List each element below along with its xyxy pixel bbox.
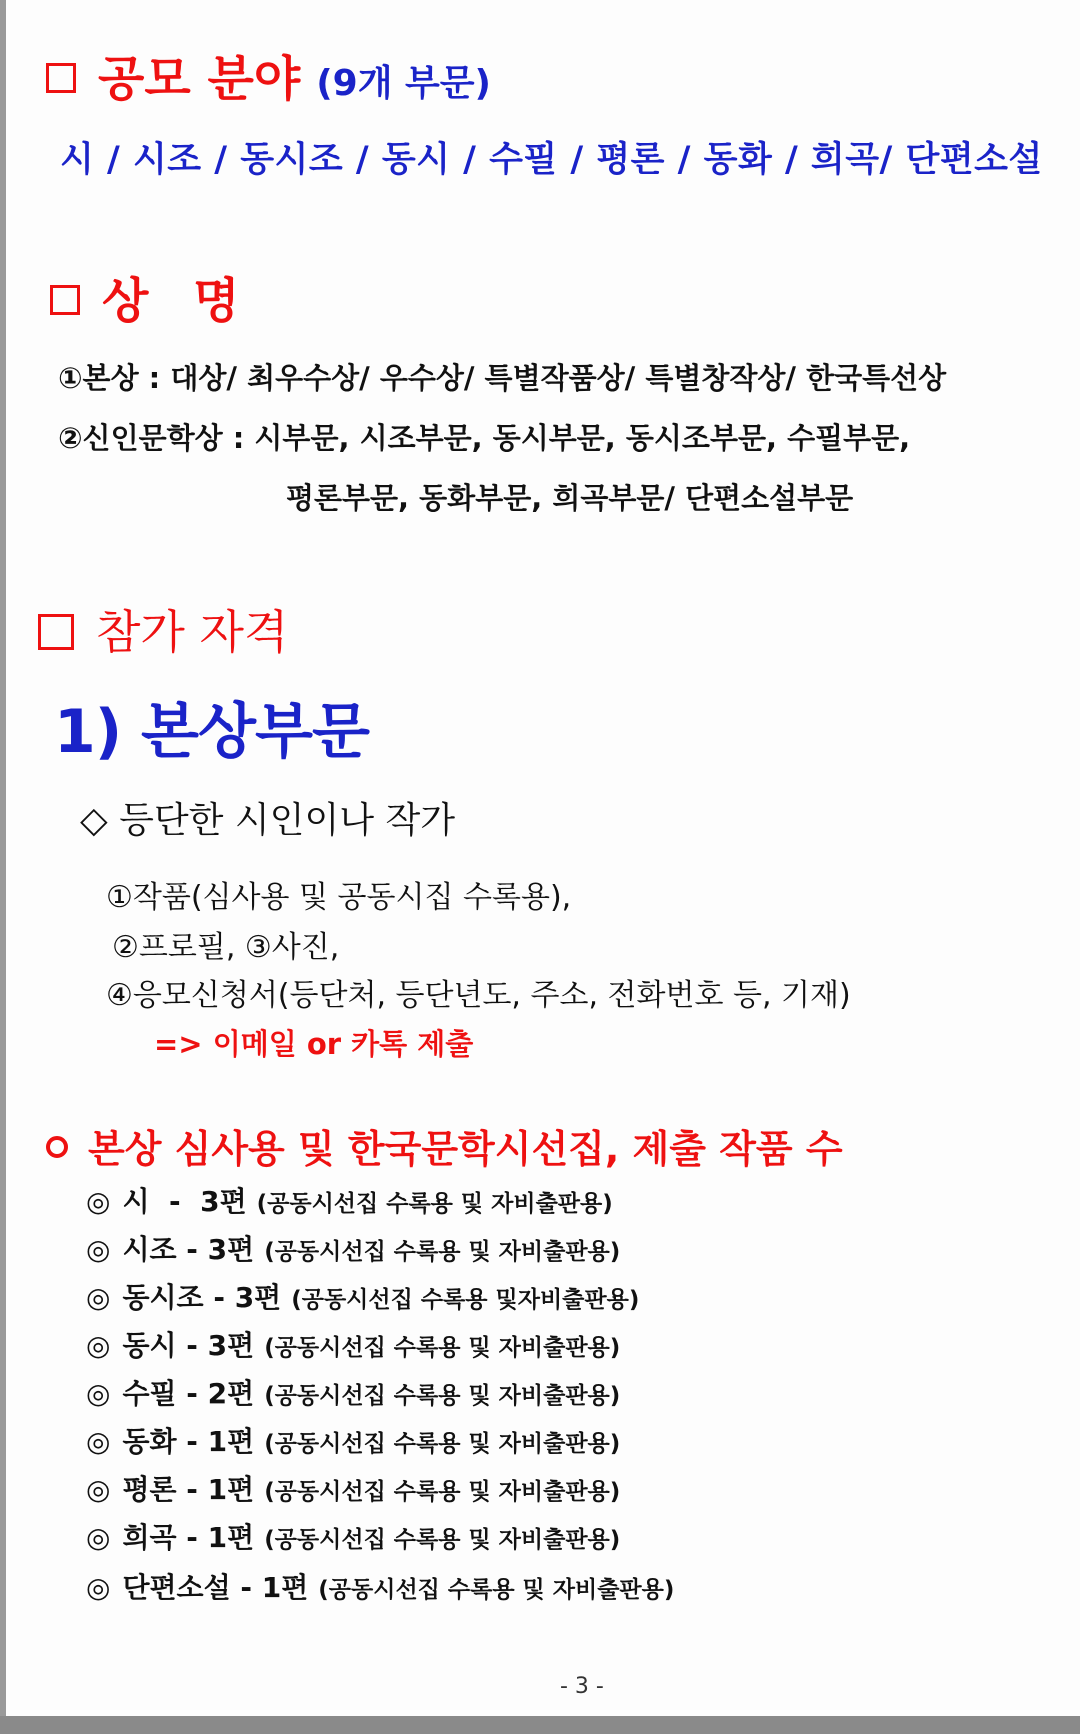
double-circle-bullet-icon: ◎ — [86, 1377, 111, 1410]
list-item — [86, 1276, 639, 1316]
checkbox-square-icon — [50, 285, 80, 315]
list-item-note: (공동시선집 수록용 및 자비출판용) — [318, 1577, 675, 1603]
award-main-line: ①본상 : 대상/ 최우수상/ 우수상/ 특별작품상/ 특별창작상/ 한국특선상 — [58, 361, 947, 395]
list-item-note: (공동시선집 수록용 및자비출판용) — [291, 1287, 640, 1313]
requirement-works: ①작품(심사용 및 공동시집 수록용), — [106, 880, 572, 915]
main-award-section-title: 1) 본상부문 — [54, 697, 369, 767]
contest-fields-subtitle: (9개 부문) — [316, 63, 492, 104]
list-item-note: (공동시선집 수록용 및 자비출판용) — [264, 1479, 621, 1505]
contest-fields-list: 시 / 시조 / 동시조 / 동시 / 수필 / 평론 / 동화 / 희곡/ 단편소설 — [60, 140, 1043, 180]
list-item-note: (공동시선집 수록용 및 자비출판용) — [256, 1191, 613, 1217]
list-item — [86, 1566, 674, 1606]
double-circle-bullet-icon: ◎ — [86, 1521, 111, 1554]
requirement-application: ④응모신청서(등단처, 등단년도, 주소, 전화번호 등, 기재) — [106, 978, 851, 1013]
award-names-title: 상 명 — [102, 273, 254, 329]
list-item-note: (공동시선집 수록용 및 자비출판용) — [264, 1527, 621, 1553]
contest-fields-heading — [46, 40, 491, 109]
eligibility-heading — [38, 596, 288, 662]
eligibility-title: 참가 자격 — [96, 605, 289, 659]
list-item-note: (공동시선집 수록용 및 자비출판용) — [264, 1383, 621, 1409]
checkbox-square-icon — [38, 614, 74, 650]
list-item-count: 시조 - 3편 — [122, 1233, 255, 1266]
list-item-count: 동시조 - 3편 — [122, 1281, 282, 1314]
checkbox-square-icon — [46, 63, 76, 93]
list-item-note: (공동시선집 수록용 및 자비출판용) — [264, 1335, 621, 1361]
bottom-frame-border — [0, 1716, 1080, 1734]
award-newcomer-line: ②신인문학상 : 시부문, 시조부문, 동시부문, 동시조부문, 수필부문, — [58, 421, 911, 455]
list-item-note: (공동시선집 수록용 및 자비출판용) — [264, 1239, 621, 1265]
list-item — [86, 1228, 620, 1268]
double-circle-bullet-icon: ◎ — [86, 1425, 111, 1458]
list-item — [86, 1420, 620, 1460]
eligibility-description: ◇ 등단한 시인이나 작가 — [80, 800, 455, 841]
circle-bullet-icon — [46, 1136, 68, 1158]
list-item-count: 수필 - 2편 — [122, 1377, 255, 1410]
double-circle-bullet-icon: ◎ — [86, 1185, 111, 1218]
double-circle-bullet-icon: ◎ — [86, 1571, 111, 1604]
list-item-count: 단편소설 - 1편 — [122, 1571, 309, 1604]
award-names-heading — [50, 262, 253, 331]
requirement-profile-photo: ②프로필, ③사진, — [112, 930, 340, 965]
double-circle-bullet-icon: ◎ — [86, 1473, 111, 1506]
list-item-count: 동시 - 3편 — [122, 1329, 255, 1362]
double-circle-bullet-icon: ◎ — [86, 1329, 111, 1362]
list-item — [86, 1468, 620, 1508]
double-circle-bullet-icon: ◎ — [86, 1281, 111, 1314]
submit-method-note: => 이메일 or 카톡 제출 — [154, 1027, 474, 1061]
list-item-count: 희곡 - 1편 — [122, 1521, 255, 1554]
list-item — [86, 1324, 620, 1364]
award-newcomer-line-cont: 평론부문, 동화부문, 희곡부문/ 단편소설부문 — [286, 481, 854, 515]
list-item — [86, 1516, 620, 1556]
list-item-count: 평론 - 1편 — [122, 1473, 255, 1506]
list-item — [86, 1372, 620, 1412]
list-item-count: 동화 - 1편 — [122, 1425, 255, 1458]
list-item-count: 시 - 3편 — [122, 1185, 247, 1218]
list-item-note: (공동시선집 수록용 및 자비출판용) — [264, 1431, 621, 1457]
list-item — [86, 1180, 613, 1220]
page-number: - 3 - — [560, 1674, 604, 1699]
submission-count-title: 본상 심사용 및 한국문학시선집, 제출 작품 수 — [88, 1127, 843, 1171]
double-circle-bullet-icon: ◎ — [86, 1233, 111, 1266]
contest-fields-title: 공모 분야 — [98, 51, 301, 107]
submission-count-heading — [46, 1118, 843, 1173]
